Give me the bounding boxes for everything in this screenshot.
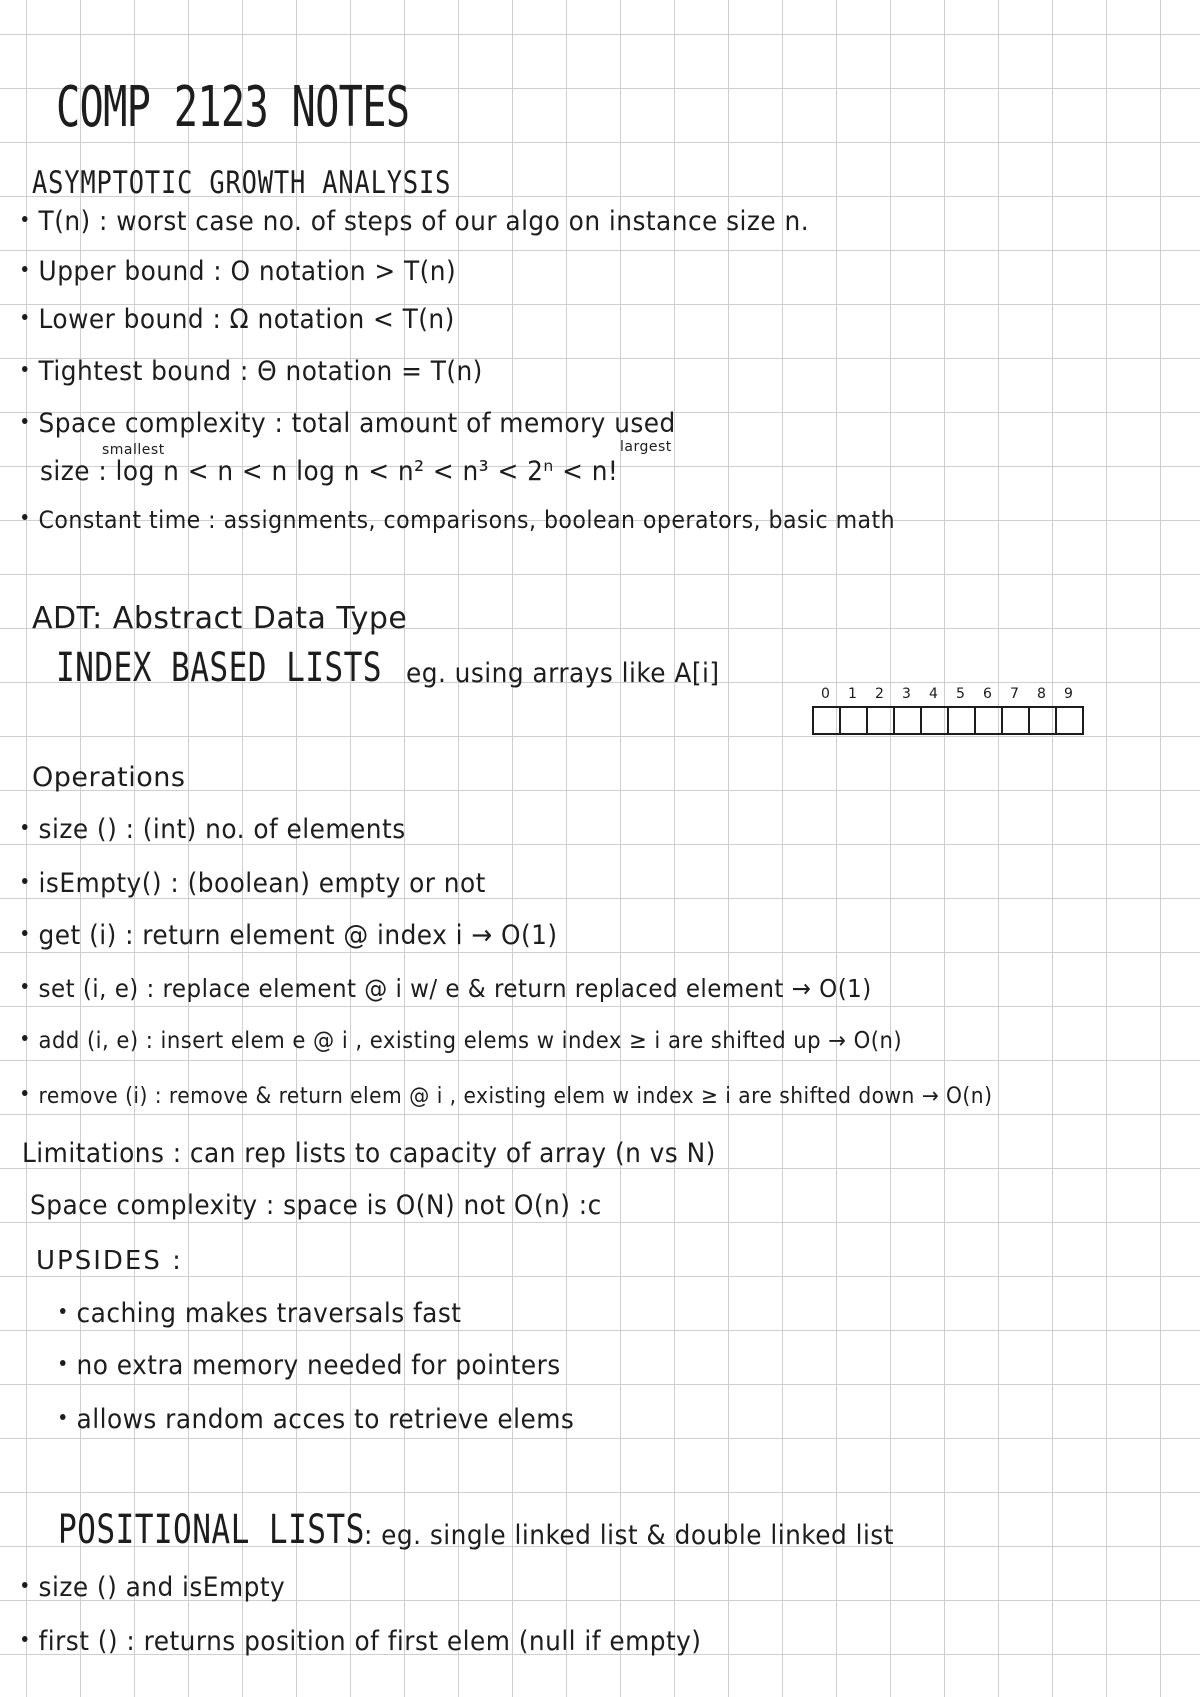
array-cell — [922, 708, 949, 733]
array-cell — [1057, 708, 1082, 733]
array-index-label: 4 — [929, 686, 938, 702]
note-line: Upper bound : O notation > T(n) — [22, 258, 456, 285]
array-cell — [1003, 708, 1030, 733]
operation-line: remove (i) : remove & return elem @ i , existing elem w index ≥ i are shifted down → O(n) — [22, 1086, 992, 1108]
bullet — [22, 824, 28, 830]
positional-lists-example: : eg. single linked list & double linked list — [364, 1520, 894, 1551]
operation-line: size () : (int) no. of elements — [22, 816, 406, 843]
space-complexity-line: Space complexity : space is O(N) not O(n) :c — [30, 1190, 602, 1221]
note-line: Tightest bound : Θ notation = T(n) — [22, 358, 483, 385]
operation-line: get (i) : return element @ index i → O(1) — [22, 922, 558, 949]
operation-line: set (i, e) : replace element @ i w/ e & return replaced element → O(1) — [22, 976, 872, 1001]
array-index-label: 9 — [1064, 686, 1073, 702]
bullet — [60, 1308, 66, 1314]
bullet — [22, 983, 28, 989]
array-index-label: 8 — [1037, 686, 1046, 702]
subheading-index-based-lists: INDEX BASED LISTS — [56, 645, 382, 691]
upside-item: allows random acces to retrieve elems — [60, 1406, 574, 1433]
growth-order-line: size : log n < n < n log n < n² < n³ < 2ⁿ < n! — [40, 456, 619, 487]
operation-line: add (i, e) : insert elem e @ i , existing elems w index ≥ i are shifted up → O(n) — [22, 1030, 902, 1053]
array-index-label: 2 — [875, 686, 884, 702]
array-index-label: 6 — [983, 686, 992, 702]
bullet — [22, 216, 28, 222]
array-index-label: 7 — [1010, 686, 1019, 702]
array-index-label: 0 — [821, 686, 830, 702]
note-line: T(n) : worst case no. of steps of our algo on instance size n. — [22, 208, 809, 235]
array-cell — [868, 708, 895, 733]
positional-op-line: size () and isEmpty — [22, 1574, 285, 1601]
section-heading-asymptotic: ASYMPTOTIC GROWTH ANALYSIS — [32, 165, 452, 201]
array-cell — [814, 708, 841, 733]
upside-item: no extra memory needed for pointers — [60, 1352, 561, 1379]
smallest-annotation: smallest — [102, 442, 165, 458]
array-cell — [976, 708, 1003, 733]
array-cells — [812, 706, 1084, 735]
bullet — [60, 1414, 66, 1420]
array-index-label: 3 — [902, 686, 911, 702]
note-line: Constant time : assignments, comparisons, boolean operators, basic math — [22, 508, 895, 532]
page-title: COMP 2123 NOTES — [56, 75, 410, 140]
array-index-label: 1 — [848, 686, 857, 702]
note-line: Lower bound : Ω notation < T(n) — [22, 306, 455, 333]
bullet — [22, 878, 28, 884]
positional-op-line: first () : returns position of first elem (null if empty) — [22, 1628, 701, 1655]
bullet — [22, 314, 28, 320]
array-cell — [895, 708, 922, 733]
array-cell — [1030, 708, 1057, 733]
subheading-positional-lists: POSITIONAL LISTS — [58, 1507, 365, 1553]
bullet — [22, 1090, 28, 1096]
bullet — [60, 1360, 66, 1366]
bullet — [22, 1636, 28, 1642]
largest-annotation: largest — [620, 439, 672, 455]
bullet — [22, 366, 28, 372]
bullet — [22, 418, 28, 424]
section-heading-adt: ADT: Abstract Data Type — [32, 601, 408, 636]
bullet — [22, 266, 28, 272]
bullet — [22, 930, 28, 936]
upside-item: caching makes traversals fast — [60, 1300, 461, 1327]
array-cell — [949, 708, 976, 733]
upsides-label: UPSIDES : — [36, 1246, 183, 1276]
array-cell — [841, 708, 868, 733]
operation-line: isEmpty() : (boolean) empty or not — [22, 870, 486, 897]
bullet — [22, 514, 28, 520]
limitations-line: Limitations : can rep lists to capacity of array (n vs N) — [22, 1138, 716, 1169]
bullet — [22, 1582, 28, 1588]
index-lists-example: eg. using arrays like A[i] — [406, 658, 720, 689]
bullet — [22, 1035, 28, 1041]
operations-label: Operations — [32, 762, 186, 793]
note-line: Space complexity : total amount of memory used — [22, 410, 676, 437]
array-index-label: 5 — [956, 686, 965, 702]
